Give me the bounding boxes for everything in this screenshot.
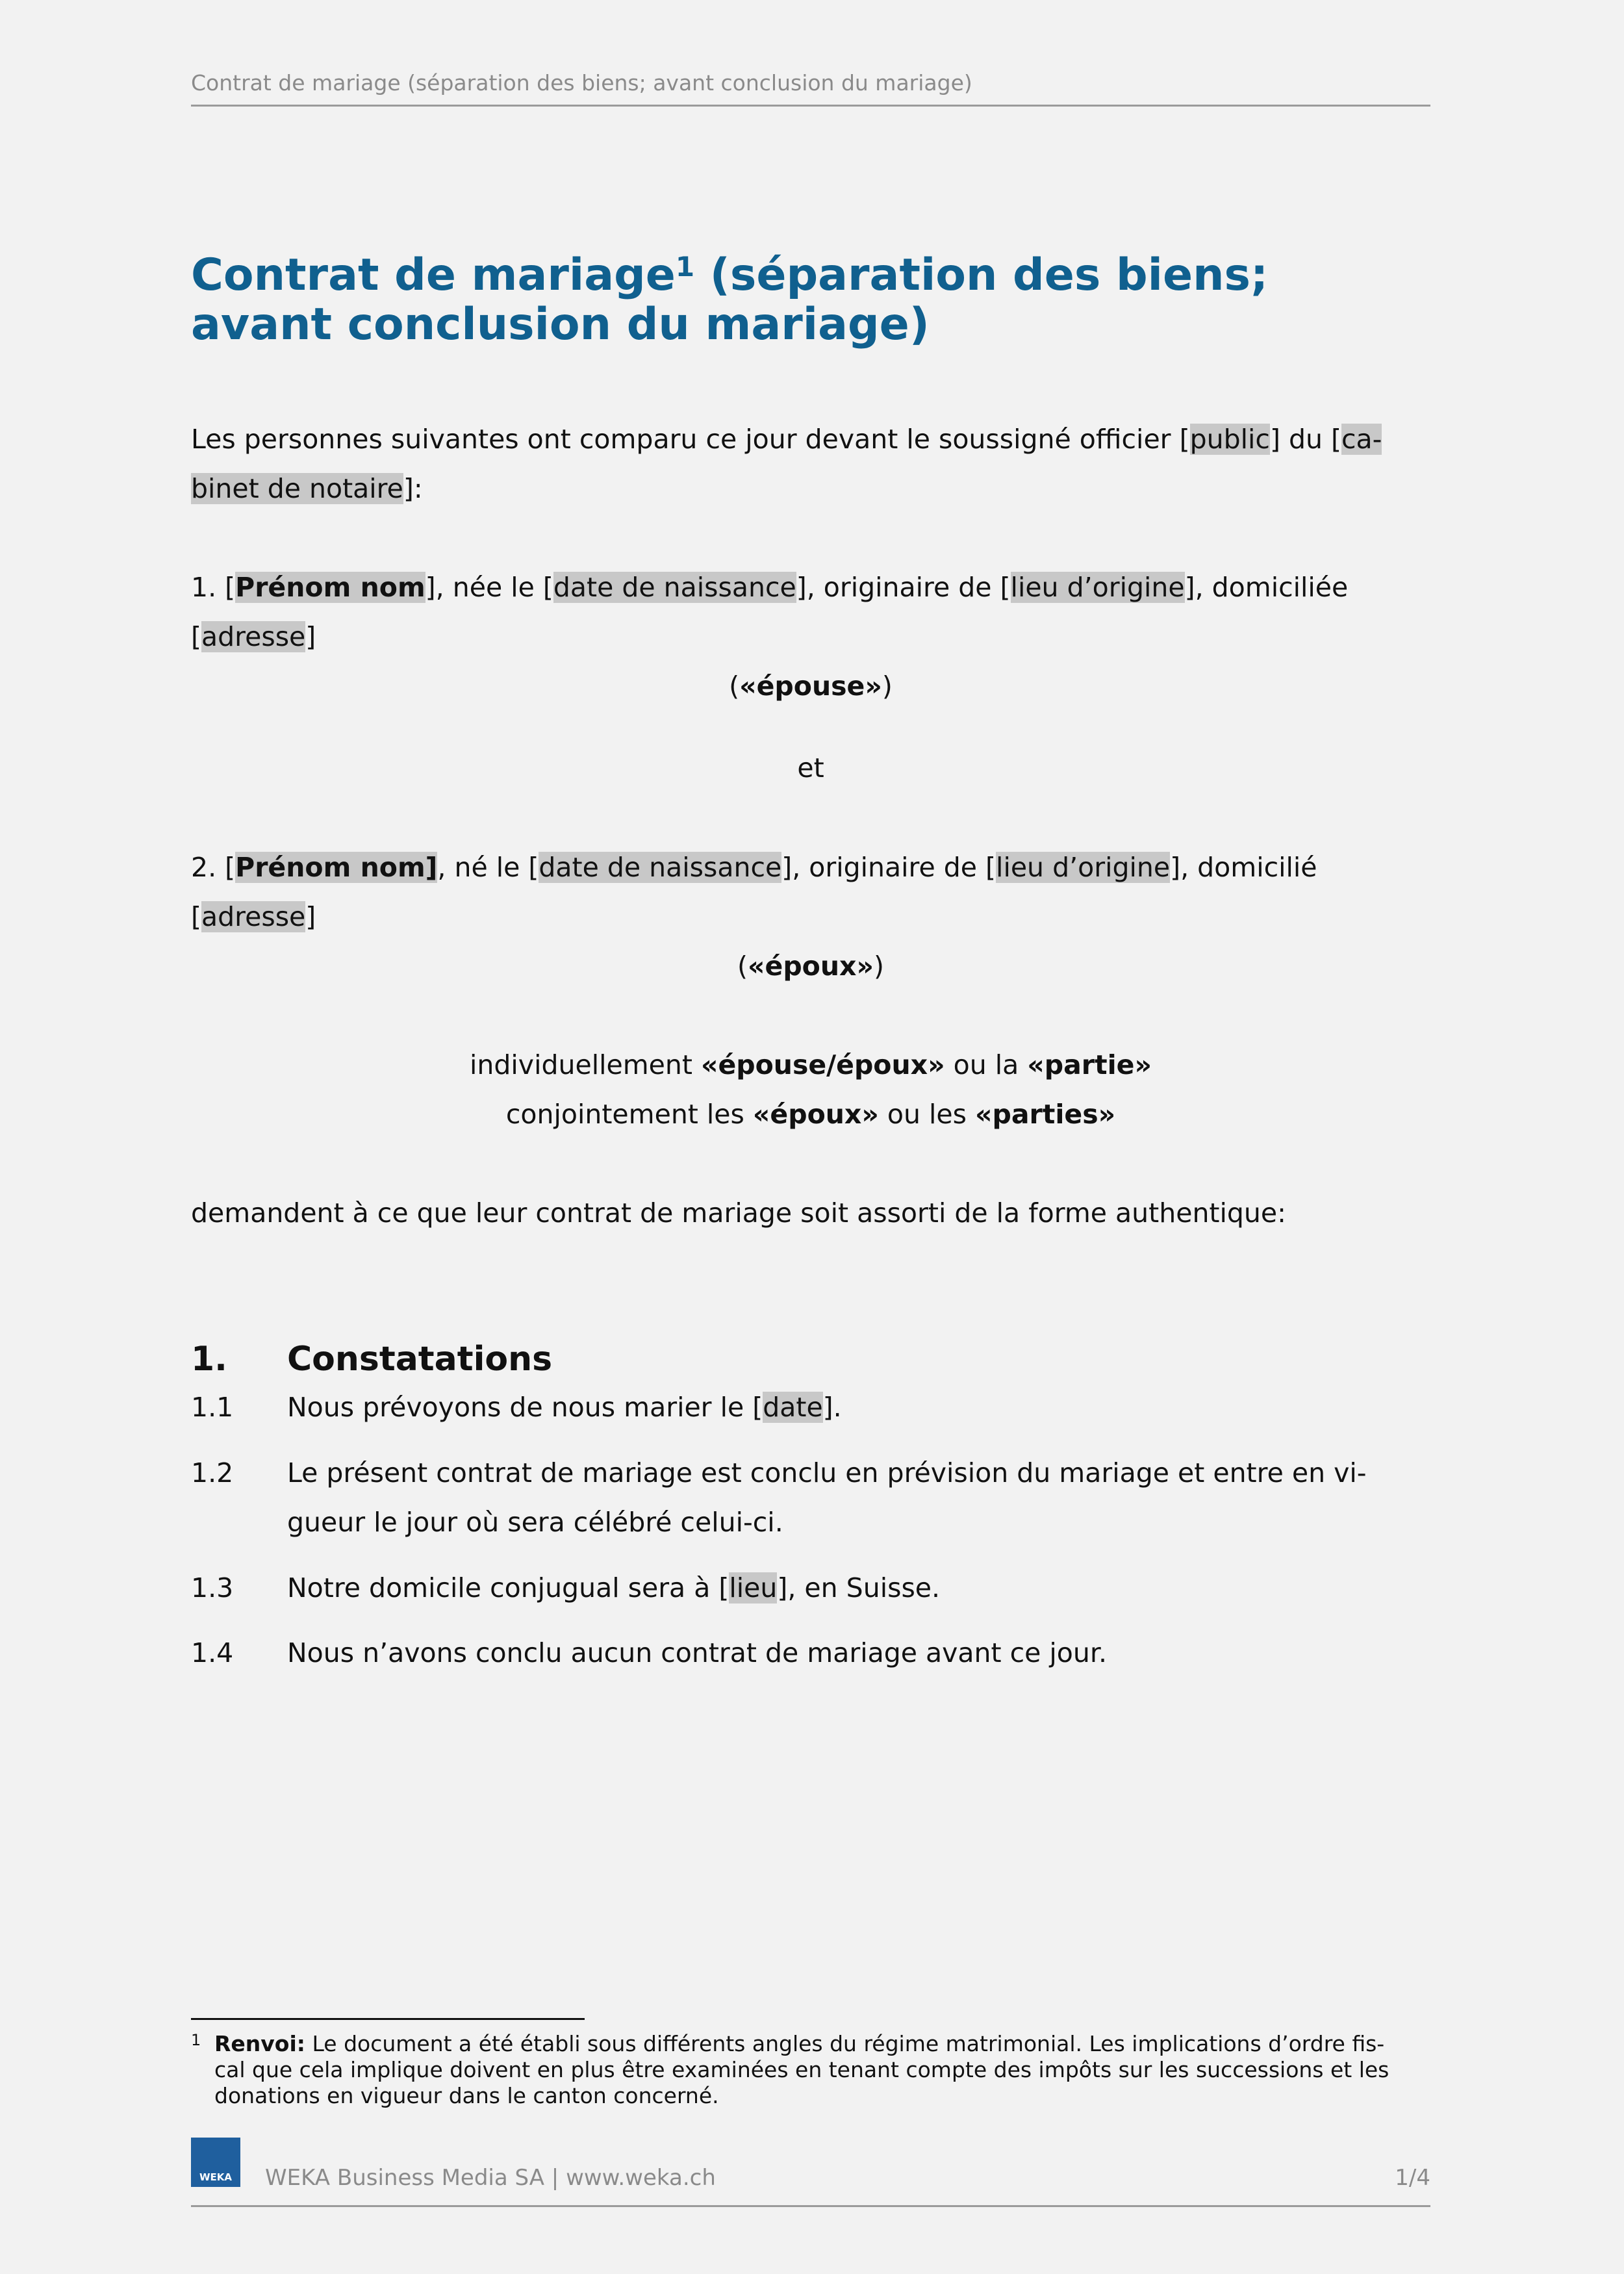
- title-line2: avant conclusion du mariage): [191, 299, 930, 350]
- title-main: Contrat de mariage: [191, 249, 676, 301]
- clause-1-4: 1.4 Nous n’avons conclu aucun contrat de mariage avant ce jour.: [191, 1637, 1107, 1668]
- footer-divider: [191, 2205, 1430, 2207]
- clause-1-3: 1.3 Notre domicile conjugual sera à [lieu], en Suisse.: [191, 1572, 941, 1603]
- placeholder-cabinet-cont: binet de notaire: [191, 473, 403, 504]
- placeholder-address-1: adresse: [201, 621, 306, 652]
- document-title: [191, 251, 1430, 350]
- clause-1-1: 1.1 Nous prévoyons de nous marier le [date].: [191, 1392, 842, 1423]
- footnote: 1 Renvoi: Le document a été établi sous différents angles du régime matrimonial. Les implications d’ordre fis- cal que cela implique doivent en plus être examinées en tenant compte des impôts sur les successions et les donations en vigueur dans le canton concerné.: [191, 2031, 1389, 2108]
- party-1: 1. [Prénom nom], née le [date de naissance], originaire de [lieu d’origine], domiciliée [adresse]: [191, 572, 1349, 652]
- footnote-reference[interactable]: 1: [675, 251, 695, 283]
- placeholder-cabinet: ca-: [1341, 424, 1382, 455]
- placeholder-wedding-date: date: [763, 1392, 823, 1423]
- page-number: 1/4: [1395, 2165, 1430, 2191]
- section-heading-1: 1. Constatations: [191, 1340, 553, 1379]
- weka-logo: WEKA: [191, 2138, 240, 2187]
- party-1-role: («épouse»): [729, 671, 893, 702]
- and-separator: et: [797, 752, 824, 784]
- intro-paragraph: Les personnes suivantes ont comparu ce jour devant le soussigné officier [public] du [ca- binet de notaire]:: [191, 424, 1382, 504]
- placeholder-birthdate-1: date de naissance: [553, 572, 796, 603]
- placeholder-origin-2: lieu d’origine: [996, 852, 1171, 883]
- party-2: 2. [Prénom nom], né le [date de naissance], originaire de [lieu d’origine], domicilié [adresse]: [191, 852, 1317, 932]
- party-2-role: («époux»): [737, 951, 884, 982]
- running-header: Contrat de mariage (séparation des biens; avant conclusion du mariage): [191, 70, 1430, 107]
- placeholder-address-2: adresse: [201, 901, 306, 932]
- placeholder-public: public: [1189, 424, 1270, 455]
- placeholder-name-2: Prénom nom]: [235, 852, 438, 883]
- placeholder-origin-1: lieu d’origine: [1010, 572, 1185, 603]
- footer-publisher[interactable]: WEKA Business Media SA | www.weka.ch: [265, 2165, 716, 2191]
- placeholder-birthdate-2: date de naissance: [539, 852, 782, 883]
- footnote-divider: [191, 2018, 585, 2020]
- request-paragraph: demandent à ce que leur contrat de mariage soit assorti de la forme authentique:: [191, 1197, 1286, 1229]
- placeholder-domicile: lieu: [729, 1572, 778, 1603]
- placeholder-name-1: Prénom nom: [235, 572, 425, 603]
- definitions: individuellement «épouse/époux» ou la «partie» conjointement les «époux» ou les «parties»: [470, 1049, 1152, 1130]
- title-rest: (séparation des biens;: [694, 249, 1269, 301]
- clause-1-2: 1.2 Le présent contrat de mariage est conclu en prévision du mariage et entre en vi- gueur le jour où sera célébré celui-ci.: [191, 1457, 1367, 1538]
